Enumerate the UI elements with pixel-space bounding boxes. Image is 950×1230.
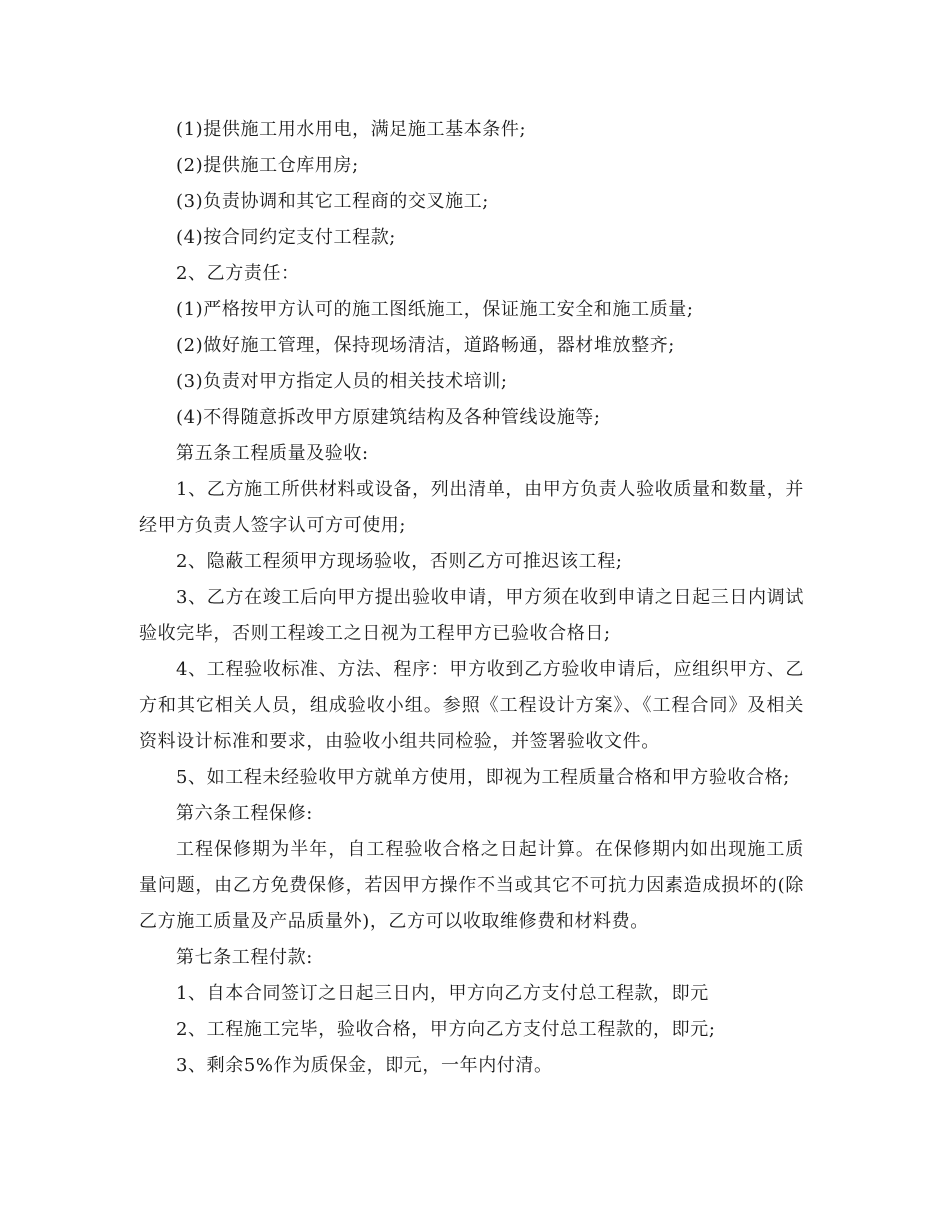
clause-paragraph: 4、工程验收标准、方法、程序：甲方收到乙方验收申请后，应组织甲方、乙方和其它相关人员，组成验收小组。参照《工程设计方案》、《工程合同》及相关资料设计标准和要求，由验收小组共同检验，并签署验收文件。 [139, 659, 804, 752]
article-heading: 第五条工程质量及验收: [176, 443, 369, 464]
article-heading: 第七条工程付款: [176, 947, 313, 968]
clause-paragraph: 5、如工程未经验收甲方就单方使用，即视为工程质量合格和甲方验收合格; [176, 767, 790, 788]
section-heading: 2、乙方责任： [176, 263, 300, 284]
clause-paragraph: (4)不得随意拆改甲方原建筑结构及各种管线设施等; [176, 407, 601, 428]
clause-paragraph: (1)提供施工用水用电，满足施工基本条件; [176, 119, 527, 140]
document-body [139, 112, 804, 1084]
clause-paragraph: 1、乙方施工所供材料或设备，列出清单，由甲方负责人验收质量和数量，并经甲方负责人签字认可方可使用; [139, 479, 804, 536]
clause-paragraph: (4)按合同约定支付工程款; [176, 227, 396, 248]
clause-paragraph: 1、自本合同签订之日起三日内，甲方向乙方支付总工程款，即元 [176, 983, 709, 1004]
clause-paragraph: 2、隐蔽工程须甲方现场验收，否则乙方可推迟该工程; [176, 551, 623, 572]
clause-paragraph: 工程保修期为半年，自工程验收合格之日起计算。在保修期内如出现施工质量问题，由乙方免费保修，若因甲方操作不当或其它不可抗力因素造成损坏的(除乙方施工质量及产品质量外)，乙方可以收取维修费和材料费。 [139, 839, 804, 932]
clause-paragraph: (3)负责协调和其它工程商的交叉施工; [176, 191, 489, 212]
clause-paragraph: (1)严格按甲方认可的施工图纸施工，保证施工安全和施工质量; [176, 299, 694, 320]
clause-paragraph: (3)负责对甲方指定人员的相关技术培训; [176, 371, 508, 392]
clause-paragraph: (2)提供施工仓库用房; [176, 155, 359, 176]
clause-paragraph: 3、剩余5%作为质保金，即元，一年内付清。 [176, 1055, 553, 1076]
clause-paragraph: (2)做好施工管理，保持现场清洁，道路畅通，器材堆放整齐; [176, 335, 675, 356]
clause-paragraph: 2、工程施工完毕，验收合格，甲方向乙方支付总工程款的，即元; [176, 1019, 716, 1040]
clause-paragraph: 3、乙方在竣工后向甲方提出验收申请，甲方须在收到申请之日起三日内调试验收完毕，否则工程竣工之日视为工程甲方已验收合格日; [139, 587, 804, 644]
article-heading: 第六条工程保修: [176, 803, 313, 824]
